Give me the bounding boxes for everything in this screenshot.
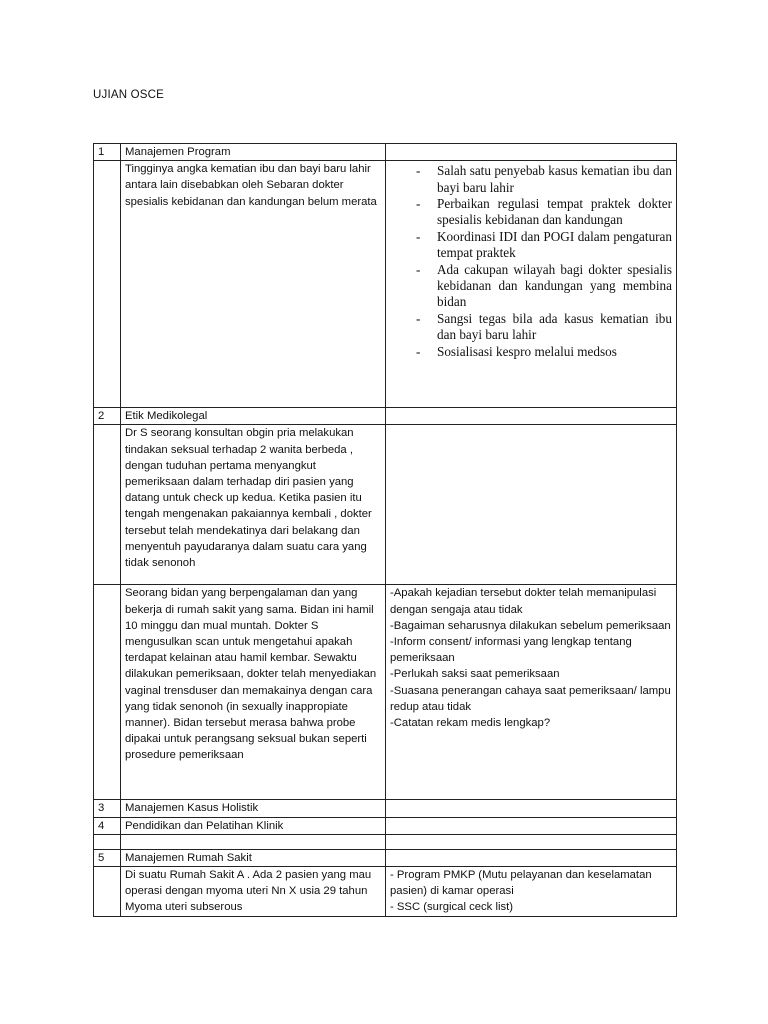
section-2-answer-empty-cell [386, 425, 677, 585]
section-4-empty-row [94, 834, 677, 849]
section-5-answer-item: - Program PMKP (Mutu pelayanan dan keselamatan pasien) di kamar operasi [390, 869, 652, 898]
section-4-header-row [94, 817, 677, 834]
section-4-empty-cell [386, 817, 677, 834]
section-5-answer-list [390, 867, 672, 916]
section-2-answer-item: -Catatan rekam medis lengkap? [390, 717, 551, 730]
section-5-header-empty-cell [386, 849, 677, 866]
section-1-answer-item: - Ada cakupan wilayah bagi dokter spesialis kebidanan dan kandungan yang membina bidan [390, 262, 672, 311]
section-5-heading: Manajemen Rumah Sakit [121, 849, 386, 866]
osce-table [93, 143, 677, 917]
section-5-answer-cell [386, 867, 677, 917]
section-1-answer-item: - Perbaikan regulasi tempat praktek dokter spesialis kebidanan dan kandungan [390, 196, 672, 229]
section-2-header-row [94, 408, 677, 425]
section-1-heading: Manajemen Program [121, 144, 386, 161]
section-2-header-empty-cell [386, 408, 677, 425]
section-2-answer-item: -Apakah kejadian tersebut dokter telah memanipulasi dengan sengaja atau tidak [390, 587, 657, 616]
section-5-answer-item: - SSC (surgical ceck list) [390, 901, 514, 914]
section-1-answer-list [390, 163, 672, 360]
section-4-heading: Pendidikan dan Pelatihan Klinik [121, 817, 386, 834]
section-1-body-row [94, 161, 677, 408]
section-1-answer-cell [386, 161, 677, 408]
section-5-number: 5 [94, 849, 121, 866]
section-5-number-empty-cell [94, 867, 121, 917]
empty-cell [386, 834, 677, 849]
section-2-heading: Etik Medikolegal [121, 408, 386, 425]
section-3-number: 3 [94, 800, 121, 817]
section-1-number-empty-cell [94, 161, 121, 408]
section-2-case-text-part2: Seorang bidan yang berpengalaman dan yang bekerja di rumah sakit yang sama. Bidan ini hamil 10 minggu dan mual muntah. Dokter S mengusulkan scan untuk mengetahui apakah terdapat kelainan atau hamil kembar. Sewaktu dilakukan pemeriksaan, dokter telah menyediakan vaginal trensduser dan memakainya dengan cara yang tidak senonoh (in sexually inappropiate manner). Bidan tersebut merasa bahwa probe dipakai untuk perangsang seksual bukan seperti prosedure pemeriksaan [121, 585, 386, 800]
empty-cell [94, 834, 121, 849]
section-2-body-row-2 [94, 585, 677, 800]
section-2-answer-item: -Bagaiman seharusnya dilakukan sebelum pemeriksaan [390, 619, 671, 632]
section-2-answer-item: -Perlukah saksi saat pemeriksaan [390, 668, 560, 681]
section-5-case-text: Di suatu Rumah Sakit A . Ada 2 pasien yang mau operasi dengan myoma uteri Nn X usia 29 tahun Myoma uteri subserous [121, 867, 386, 917]
section-2-answer-list [390, 585, 672, 731]
section-2-answer-item: -Suasana penerangan cahaya saat pemeriksaan/ lampu redup atau tidak [390, 684, 671, 713]
section-2-number: 2 [94, 408, 121, 425]
section-1-header-row [94, 144, 677, 161]
section-2-body-row-1 [94, 425, 677, 585]
section-5-body-row [94, 867, 677, 917]
section-1-answer-item: - Sosialisasi kespro melalui medsos [390, 344, 672, 360]
empty-cell [121, 834, 386, 849]
section-1-number: 1 [94, 144, 121, 161]
section-1-header-empty-cell [386, 144, 677, 161]
section-2-answer-item: -Inform consent/ informasi yang lengkap tentang pemeriksaan [390, 636, 632, 665]
section-2-case-text-part1: Dr S seorang konsultan obgin pria melakukan tindakan seksual terhadap 2 wanita berbeda , dengan tuduhan pertama menyangkut pemeriksaan dalam terhadap diri pasien yang datang untuk check up kedua. Ketika pasien itu tengah mengenakan pakaiannya kembali , dokter tersebut telah mendekatinya dari belakang dan menyentuh payudaranya dalam suatu cara yang tidak senonoh [121, 425, 386, 585]
section-2-number-empty-cell-2 [94, 585, 121, 800]
section-4-number: 4 [94, 817, 121, 834]
section-1-answer-item: - Koordinasi IDI dan POGI dalam pengaturan tempat praktek [390, 229, 672, 262]
document-title: UJIAN OSCE [93, 89, 165, 101]
section-5-header-row [94, 849, 677, 866]
section-3-empty-cell [386, 800, 677, 817]
section-2-answer-cell [386, 585, 677, 800]
section-1-answer-item: - Sangsi tegas bila ada kasus kematian ibu dan bayi baru lahir [390, 311, 672, 344]
section-1-case-text: Tingginya angka kematian ibu dan bayi baru lahir antara lain disebabkan oleh Sebaran dokter spesialis kebidanan dan kandungan belum merata [121, 161, 386, 408]
section-3-heading: Manajemen Kasus Holistik [121, 800, 386, 817]
section-2-number-empty-cell [94, 425, 121, 585]
section-1-answer-item: - Salah satu penyebab kasus kematian ibu dan bayi baru lahir [390, 163, 672, 196]
section-3-header-row [94, 800, 677, 817]
